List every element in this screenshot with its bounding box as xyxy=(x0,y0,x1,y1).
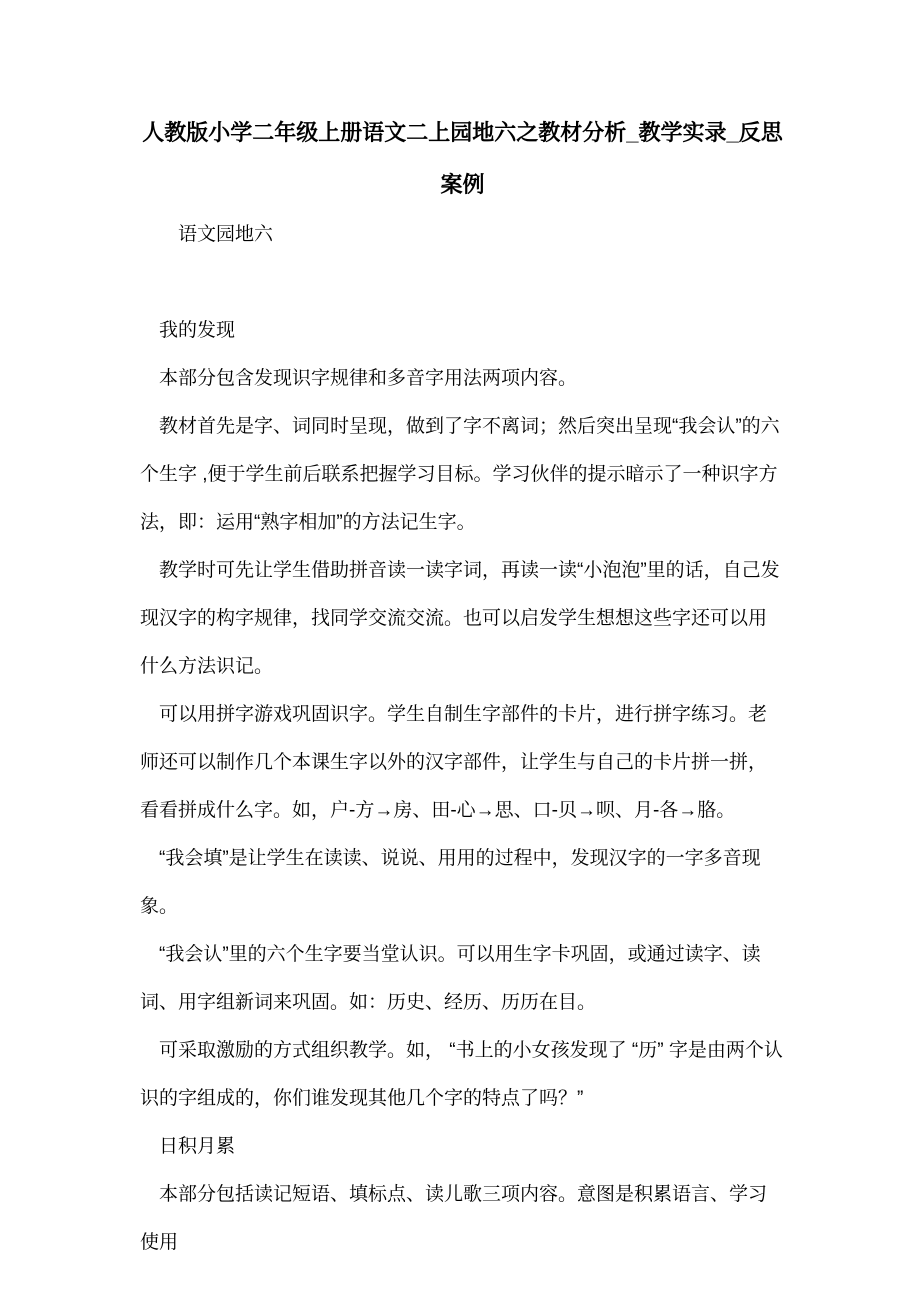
paragraph: 日积月累 xyxy=(159,1136,236,1157)
paragraph: 教材首先是字、词同时呈现，做到了字不离词；然后突出呈现“我会认”的六个生字 ,便于学生前后联系把握学习目标。学习伙伴的提示暗示了一种识字方法，即：运用“熟字相加”的方法记生字。 xyxy=(140,416,780,533)
document-title: 人教版小学二年级上册语文二上园地六之教材分析_教学实录_反思案例 xyxy=(142,120,783,197)
paragraph: “我会填”是让学生在读读、说说、用用的过程中，发现汉字的一字多音现象。 xyxy=(140,848,761,917)
paragraph: 本部分包括读记短语、填标点、读儿歌三项内容。意图是积累语言、学习使用 xyxy=(140,1184,768,1253)
document-subtitle: 语文园地六 xyxy=(178,224,274,245)
paragraph: “我会认”里的六个生字要当堂认识。可以用生字卡巩固，或通过读字、读词、用字组新词来巩固。如：历史、经历、历历在目。 xyxy=(140,944,761,1013)
paragraph: 本部分包含发现识字规律和多音字用法两项内容。 xyxy=(159,368,578,389)
blank-line xyxy=(140,259,785,307)
paragraph: 我的发现 xyxy=(159,320,236,341)
paragraph: 可以用拼字游戏巩固识字。学生自制生字部件的卡片，进行拼字练习。老师还可以制作几个本课生字以外的汉字部件，让学生与自己的卡片拼一拼，看看拼成什么字。如，户-方→房、田-心→思、口-贝→呗、月-各→胳。 xyxy=(140,704,768,821)
paragraph: 教学时可先让学生借助拼音读一读字词，再读一读“小泡泡”里的话，自己发现汉字的构字规律，找同学交流交流。也可以启发学生想想这些字还可以用什么方法识记。 xyxy=(140,560,780,677)
paragraph: 可采取激励的方式组织教学。如， “书上的小女孩发现了 “历” 字是由两个认识的字组成的，你们谁发现其他几个字的特点了吗？” xyxy=(140,1040,783,1109)
document-body xyxy=(140,307,785,1267)
